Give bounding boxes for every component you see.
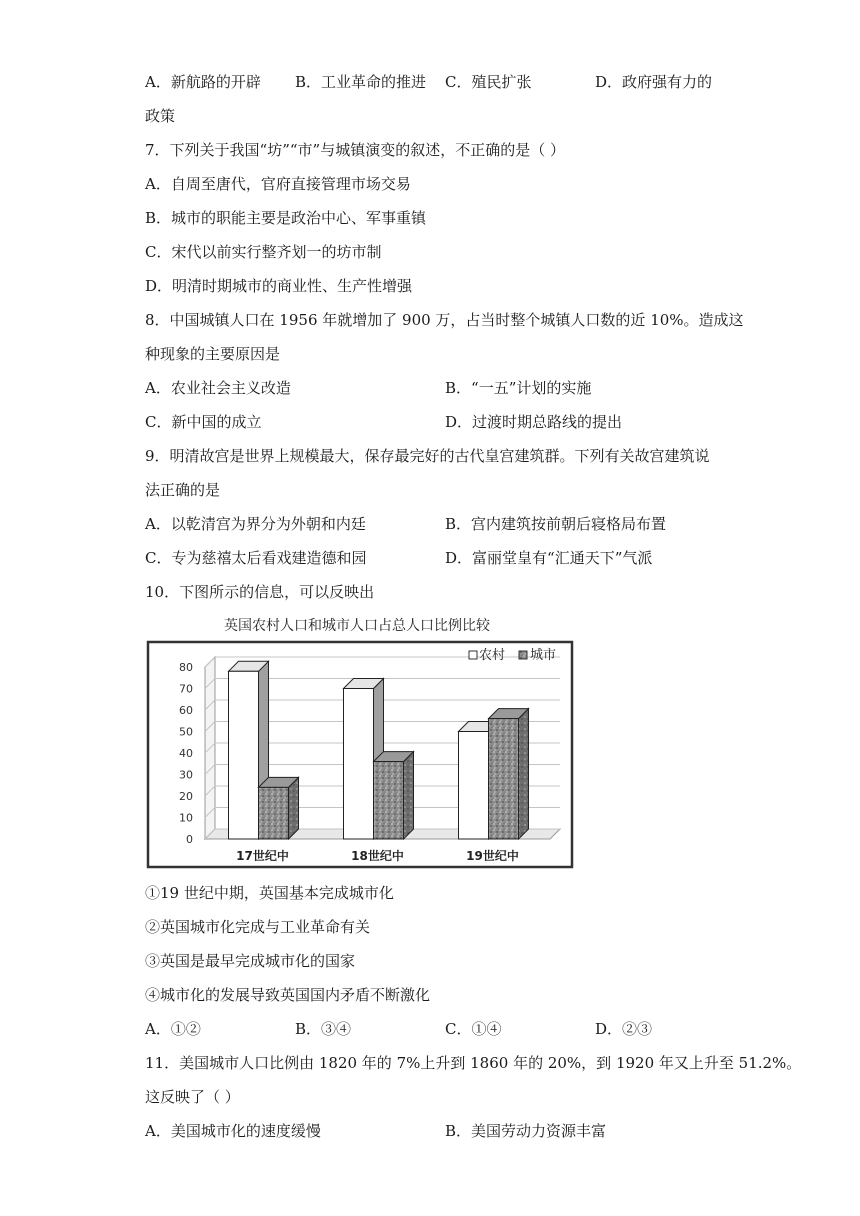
legend-swatch-rural: [469, 651, 477, 659]
chart-svg: [145, 613, 575, 869]
q6-option-d-continuation: 政策: [145, 107, 176, 125]
q7-option-c: C．宋代以前实行整齐划一的坊市制: [145, 243, 382, 261]
x-axis: [236, 848, 519, 863]
q10-item-2: ②英国城市化完成与工业革命有关: [145, 918, 371, 936]
q8-option-b: B．“一五”计划的实施: [445, 379, 592, 397]
q7-option-b: B．城市的职能主要是政治中心、军事重镇: [145, 209, 427, 227]
q8-option-a: A．农业社会主义改造: [145, 379, 291, 397]
q10-item-3: ③英国是最早完成城市化的国家: [145, 952, 356, 970]
y-tick-label: 30: [179, 768, 193, 782]
q7-option-d: D．明清时期城市的商业性、生产性增强: [145, 277, 413, 295]
y-tick-label: 40: [179, 747, 193, 760]
q8-stem-line1: 8．中国城镇人口在 1956 年就增加了 900 万，占当时整个城镇人口数的近 10%。造成这: [145, 311, 744, 329]
bar-urban: [259, 787, 289, 839]
bar-urban: [374, 762, 404, 839]
q9-stem-line1: 9．明清故宫是世界上规模最大，保存最完好的古代皇宫建筑群。下列有关故宫建筑说: [145, 447, 710, 465]
legend-label-rural: 农村: [479, 648, 506, 663]
q11-stem-line2: 这反映了（ ）: [145, 1088, 240, 1106]
population-bar-chart: [145, 613, 575, 869]
y-tick-label: 20: [179, 790, 193, 803]
q8-stem-line2: 种现象的主要原因是: [145, 345, 281, 363]
q11-option-a: A．美国城市化的速度缓慢: [145, 1122, 321, 1140]
q6-option-c: C．殖民扩张: [445, 73, 532, 91]
x-tick-label: 18世纪中: [351, 849, 404, 863]
q10-option-d: D．②③: [595, 1020, 653, 1038]
q11-stem-line1: 11．美国城市人口比例由 1820 年的 7%上升到 1860 年的 20%，到 1920 年又上升至 51.2%。: [145, 1054, 802, 1072]
q6-option-a: A．新航路的开辟: [145, 73, 261, 91]
q8-option-c: C．新中国的成立: [145, 413, 262, 431]
bar-rural: [229, 671, 259, 839]
q8-option-d: D．过渡时期总路线的提出: [445, 413, 623, 431]
q10-option-a: A．①②: [145, 1020, 201, 1038]
q10-option-b: B．③④: [295, 1020, 352, 1038]
q10-option-c: C．①④: [445, 1020, 502, 1038]
q9-option-d: D．富丽堂皇有“汇通天下”气派: [445, 549, 653, 567]
bar-urban: [489, 719, 519, 839]
bar-urban-side: [289, 777, 299, 839]
q9-option-a: A．以乾清宫为界分为外朝和内廷: [145, 515, 366, 533]
chart-title: 英国农村人口和城市人口占总人口比例比较: [224, 618, 490, 634]
bar-urban-side: [404, 752, 414, 839]
q7-option-a: A．自周至唐代，官府直接管理市场交易: [145, 175, 411, 193]
legend-label-urban: 城市: [530, 648, 557, 663]
bar-rural: [459, 732, 489, 840]
x-tick-label: 19世纪中: [466, 849, 519, 863]
y-tick-label: 50: [179, 725, 193, 739]
bar-urban-side: [519, 709, 529, 839]
q6-option-d: D．政府强有力的: [595, 73, 713, 91]
q6-option-b: B．工业革命的推进: [295, 73, 427, 91]
legend-swatch-urban: [519, 651, 527, 659]
q10-item-1: ①19 世纪中期，英国基本完成城市化: [145, 884, 394, 902]
y-tick-label: 80: [179, 661, 193, 674]
q9-stem-line2: 法正确的是: [145, 481, 221, 499]
q10-item-4: ④城市化的发展导致英国国内矛盾不断激化: [145, 986, 431, 1004]
y-tick-label: 10: [179, 811, 193, 825]
x-tick-label: 17世纪中: [236, 849, 289, 863]
q10-stem: 10．下图所示的信息，可以反映出: [145, 583, 375, 601]
y-tick-label: 60: [179, 704, 193, 717]
q9-option-c: C．专为慈禧太后看戏建造德和园: [145, 549, 367, 567]
y-tick-label: 0: [186, 833, 193, 846]
q11-option-b: B．美国劳动力资源丰富: [445, 1122, 607, 1140]
y-tick-label: 70: [179, 682, 193, 696]
bar-rural: [344, 689, 374, 840]
q9-option-b: B．宫内建筑按前朝后寝格局布置: [445, 515, 667, 533]
q7-stem: 7．下列关于我国“坊”“市”与城镇演变的叙述，不正确的是（ ）: [145, 141, 565, 159]
y-axis: [179, 661, 193, 846]
